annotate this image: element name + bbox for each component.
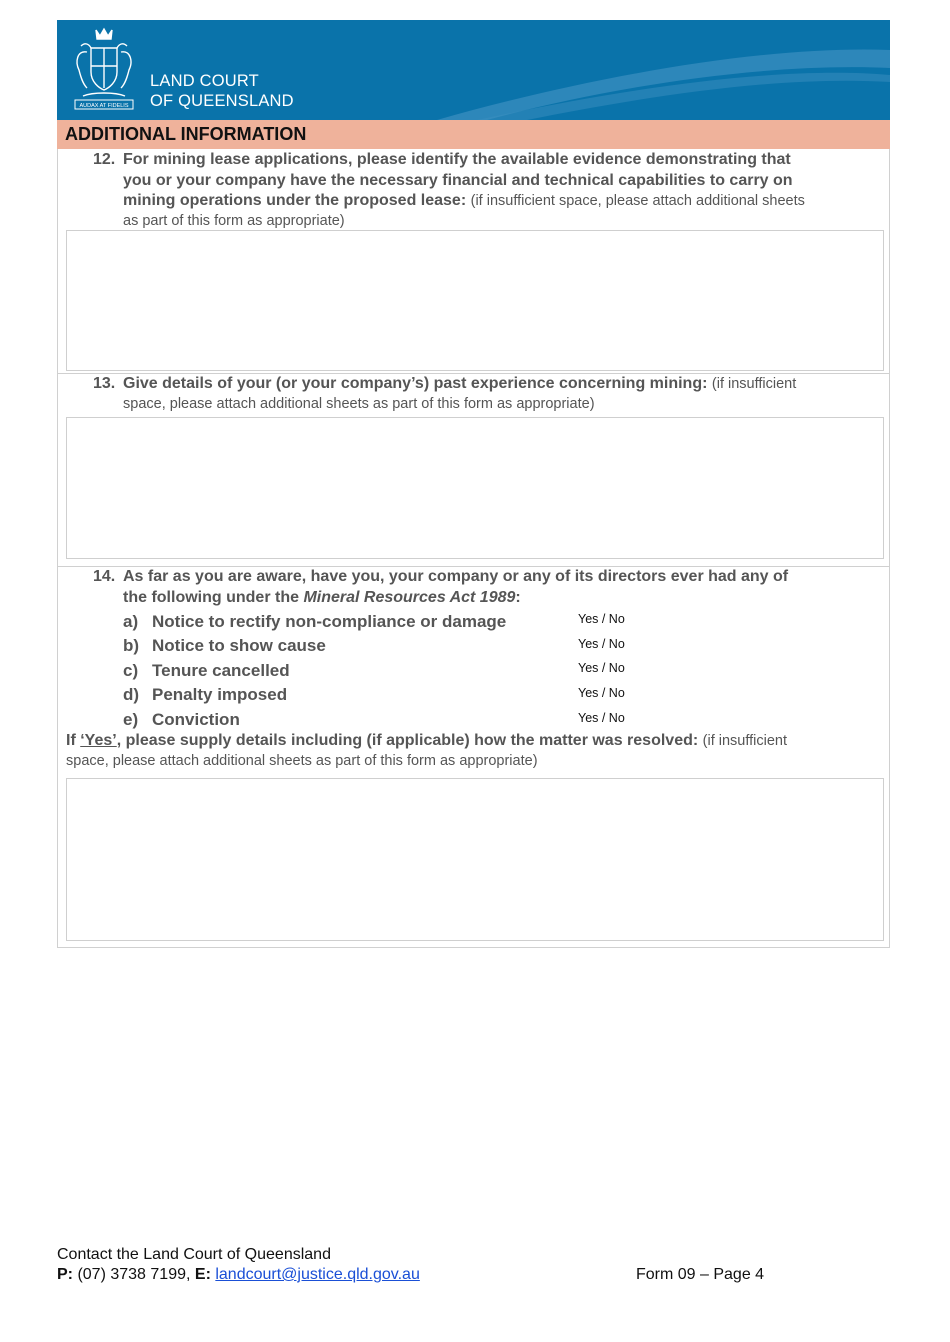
- if-yes-instruction: [66, 731, 876, 771]
- question-12-note-cont: as part of this form as appropriate): [123, 212, 345, 229]
- footer-contact: Contact the Land Court of Queensland: [57, 1246, 331, 1263]
- page-number: Form 09 – Page 4: [636, 1266, 765, 1283]
- colon: :: [515, 588, 521, 606]
- header-banner: [57, 20, 890, 120]
- item-c-letter: c): [123, 661, 139, 680]
- question-12-line1: For mining lease applications, please identify the available evidence demonstrating that: [123, 151, 791, 168]
- question-13-note-cont: space, please attach additional sheets as part of this form as appropriate): [123, 395, 595, 412]
- question-12-number: 12.: [93, 151, 116, 168]
- question-12-answer-field[interactable]: [66, 230, 884, 371]
- phone-number: (07) 3738 7199,: [77, 1266, 191, 1283]
- email-link[interactable]: landcourt@justice.qld.gov.au: [215, 1266, 420, 1283]
- court-name-line2: OF QUEENSLAND: [150, 92, 294, 110]
- question-12-line3: mining operations under the proposed lease:: [123, 192, 467, 209]
- item-e-letter: e): [123, 710, 139, 729]
- question-12-note: (if insufficient space, please attach additional sheets: [470, 193, 805, 209]
- if-yes-note-cont: space, please attach additional sheets as part of this form as appropriate): [66, 752, 538, 769]
- item-c-text: Tenure cancelled: [152, 661, 290, 680]
- question-13-note: (if insufficient: [711, 376, 797, 392]
- court-name: [150, 71, 294, 111]
- item-d-letter: d): [123, 685, 140, 704]
- item-b-letter: b): [123, 636, 140, 655]
- item-d-yes-no[interactable]: Yes / No: [578, 686, 625, 700]
- item-a-yes-no[interactable]: Yes / No: [578, 612, 625, 626]
- question-12-line2: you or your company have the necessary financial and technical capabilities to carry on: [123, 171, 793, 189]
- coat-of-arms-logo: [69, 26, 139, 114]
- if-yes-note: (if insufficient: [702, 733, 787, 749]
- item-c-yes-no[interactable]: Yes / No: [578, 661, 625, 675]
- question-13-answer-field[interactable]: [66, 417, 884, 559]
- item-d-text: Penalty imposed: [152, 685, 288, 704]
- if-yes-text: , please supply details including (if applicable) how the matter was resolved:: [116, 732, 699, 749]
- court-name-line1: LAND COURT: [150, 72, 259, 90]
- section-title: ADDITIONAL INFORMATION: [57, 120, 890, 149]
- item-e-text: Conviction: [152, 710, 240, 729]
- question-13-number: 13.: [93, 375, 116, 392]
- question-14-number: 14.: [93, 568, 116, 585]
- phone-label: P:: [57, 1266, 73, 1283]
- crest-motto: AUDAX AT FIDELIS: [79, 103, 129, 109]
- email-label: E:: [194, 1266, 211, 1283]
- question-14-line1: As far as you are aware, have you, your company or any of its directors ever had any of: [123, 568, 789, 585]
- question-13-line1: Give details of your (or your company’s) past experience concerning mining:: [123, 375, 708, 392]
- question-14-line2: the following under the: [123, 588, 299, 606]
- item-b-text: Notice to show cause: [152, 636, 326, 655]
- item-a-letter: a): [123, 612, 139, 631]
- item-b-yes-no[interactable]: Yes / No: [578, 637, 625, 651]
- if-yes-word: ‘Yes’: [80, 732, 117, 749]
- if-yes-prefix: If: [66, 732, 76, 749]
- act-name: Mineral Resources Act 1989: [303, 588, 516, 606]
- item-a-text: Notice to rectify non-compliance or damage: [152, 612, 507, 631]
- item-e-yes-no[interactable]: Yes / No: [578, 711, 625, 725]
- question-14-answer-field[interactable]: [66, 778, 884, 941]
- footer: [57, 1245, 890, 1285]
